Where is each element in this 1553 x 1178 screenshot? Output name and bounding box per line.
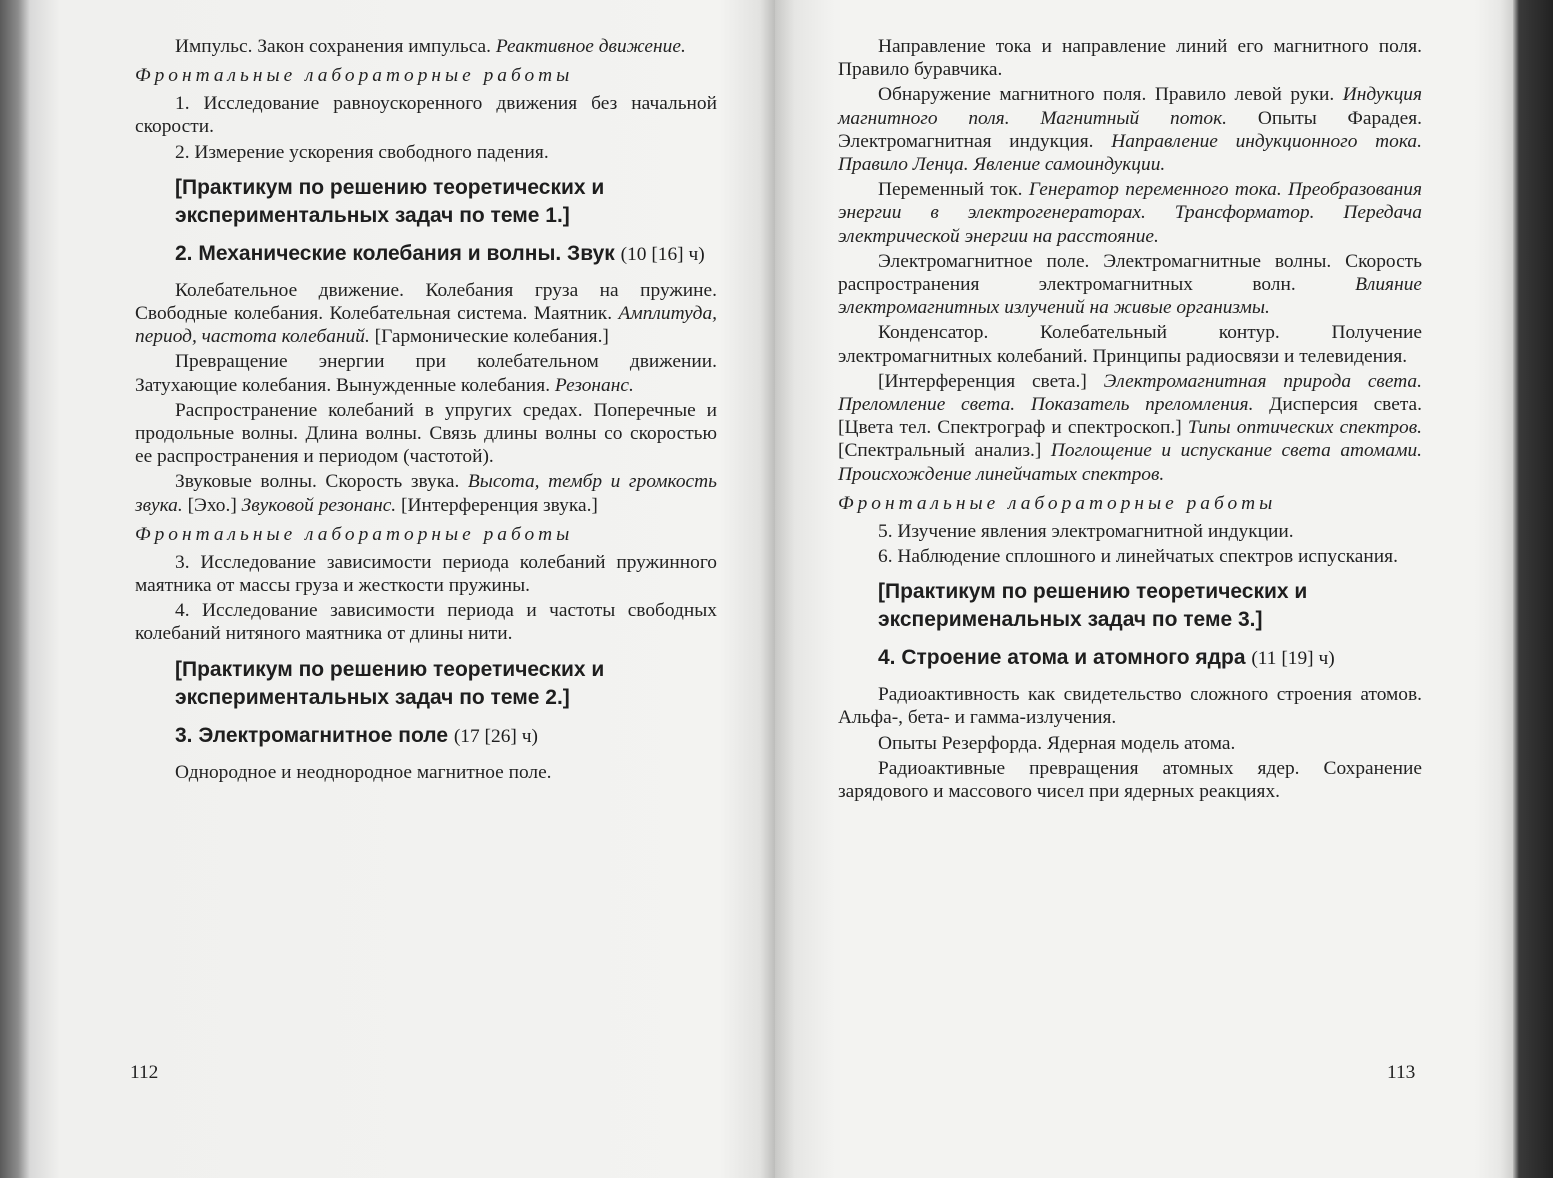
- paragraph: Однородное и неоднородное магнитное поле.: [175, 761, 552, 783]
- paragraph: Обнаружение магнитного поля. Правило левой руки. Индукция магнитного поля. Магнитный поток. Опыты Фарадея. Электромагнитная индукция. Направление индукционного тока. Правило Ленца. Явление самоиндукции.: [838, 84, 1422, 176]
- page-number: 113: [1387, 1062, 1416, 1083]
- paragraph: Опыты Резерфорда. Ядерная модель атома.: [878, 732, 1236, 754]
- paragraph: Направление тока и направление линий его магнитного поля. Правило буравчика.: [838, 36, 1422, 81]
- lab-item: 3. Исследование зависимости периода колебаний пружинного маятника от массы груза и жесткости пружины.: [135, 551, 717, 597]
- paragraph: Электромагнитное поле. Электромагнитные волны. Скорость распространения электромагнитных волн. Влияние электромагнитных излучений на живые организмы.: [838, 250, 1422, 319]
- paragraph: Импульс. Закон сохранения импульса. Реактивное движение.: [175, 36, 686, 57]
- paragraph: Звуковые волны. Скорость звука. Высота, тембр и громкость звука. [Эхо.] Звуковой резонанс. [Интерференция звука.]: [135, 471, 717, 516]
- paragraph: [Интерференция света.] Электромагнитная природа света. Преломление света. Показатель преломления. Дисперсия света. [Цвета тел. Спектрограф и спектроскоп.] Типы оптических спектров. [Спектральный анализ.] Поглощение и испускание света атомами. Происхождение линейчатых спектров.: [838, 370, 1423, 485]
- paragraph: Переменный ток. Генератор переменного тока. Преобразования энергии в электрогенераторах. Трансформатор. Передача электрической энергии на расстояние.: [838, 179, 1423, 247]
- section-heading: 2. Механические колебания и волны. Звук (10 [16] ч): [175, 241, 705, 265]
- practicum-heading: [Практикум по решению теоретических и эксперименальных задач по теме 3.]: [878, 580, 1308, 632]
- left-page-text: [135, 35, 717, 786]
- section-heading: 3. Электромагнитное поле (17 [26] ч): [175, 723, 538, 747]
- lab-item: 2. Измерение ускорения свободного падения.: [175, 141, 549, 163]
- paragraph: Колебательное движение. Колебания груза на пружине. Свободные колебания. Колебательная система. Маятник. Амплитуда, период, частота колебаний. [Гармонические колебания.]: [135, 279, 717, 348]
- lab-item: 5. Изучение явления электромагнитной индукции.: [878, 520, 1294, 542]
- section-heading: 4. Строение атома и атомного ядра (11 [19] ч): [878, 646, 1335, 670]
- lab-item: 4. Исследование зависимости периода и частоты свободных колебаний нитяного маятника от длины нити.: [135, 600, 717, 645]
- lab-item: 1. Исследование равноускоренного движения без начальной скорости.: [135, 93, 717, 138]
- lab-works-heading: Фронтальные лабораторные работы: [135, 523, 574, 545]
- paragraph: Распространение колебаний в упругих средах. Поперечные и продольные волны. Длина волны. Связь длины волны со скоростью ее распространения и периодом (частотой).: [135, 399, 717, 468]
- lab-works-heading: Фронтальные лабораторные работы: [135, 65, 574, 87]
- paragraph: Превращение энергии при колебательном движении. Затухающие колебания. Вынужденные колебания. Резонанс.: [135, 351, 717, 396]
- lab-item: 6. Наблюдение сплошного и линейчатых спектров испускания.: [878, 546, 1398, 568]
- page-number: 112: [130, 1062, 159, 1083]
- practicum-heading: [Практикум по решению теоретических и экспериментальных задач по теме 2.]: [175, 657, 605, 709]
- paragraph: Радиоактивные превращения атомных ядер. Сохранение зарядового и массового чисел при ядерных реакциях.: [838, 757, 1422, 803]
- right-page-text: [838, 35, 1422, 805]
- lab-works-heading: Фронтальные лабораторные работы: [838, 492, 1277, 514]
- paragraph: Конденсатор. Колебательный контур. Получение электромагнитных колебаний. Принципы радиосвязи и телевидения.: [838, 322, 1422, 367]
- paragraph: Радиоактивность как свидетельство сложного строения атомов. Альфа-, бета- и гамма-излучения.: [838, 684, 1422, 729]
- practicum-heading: [Практикум по решению теоретических и экспериментальных задач по теме 1.]: [175, 175, 605, 227]
- scan-edge: [1513, 0, 1553, 1178]
